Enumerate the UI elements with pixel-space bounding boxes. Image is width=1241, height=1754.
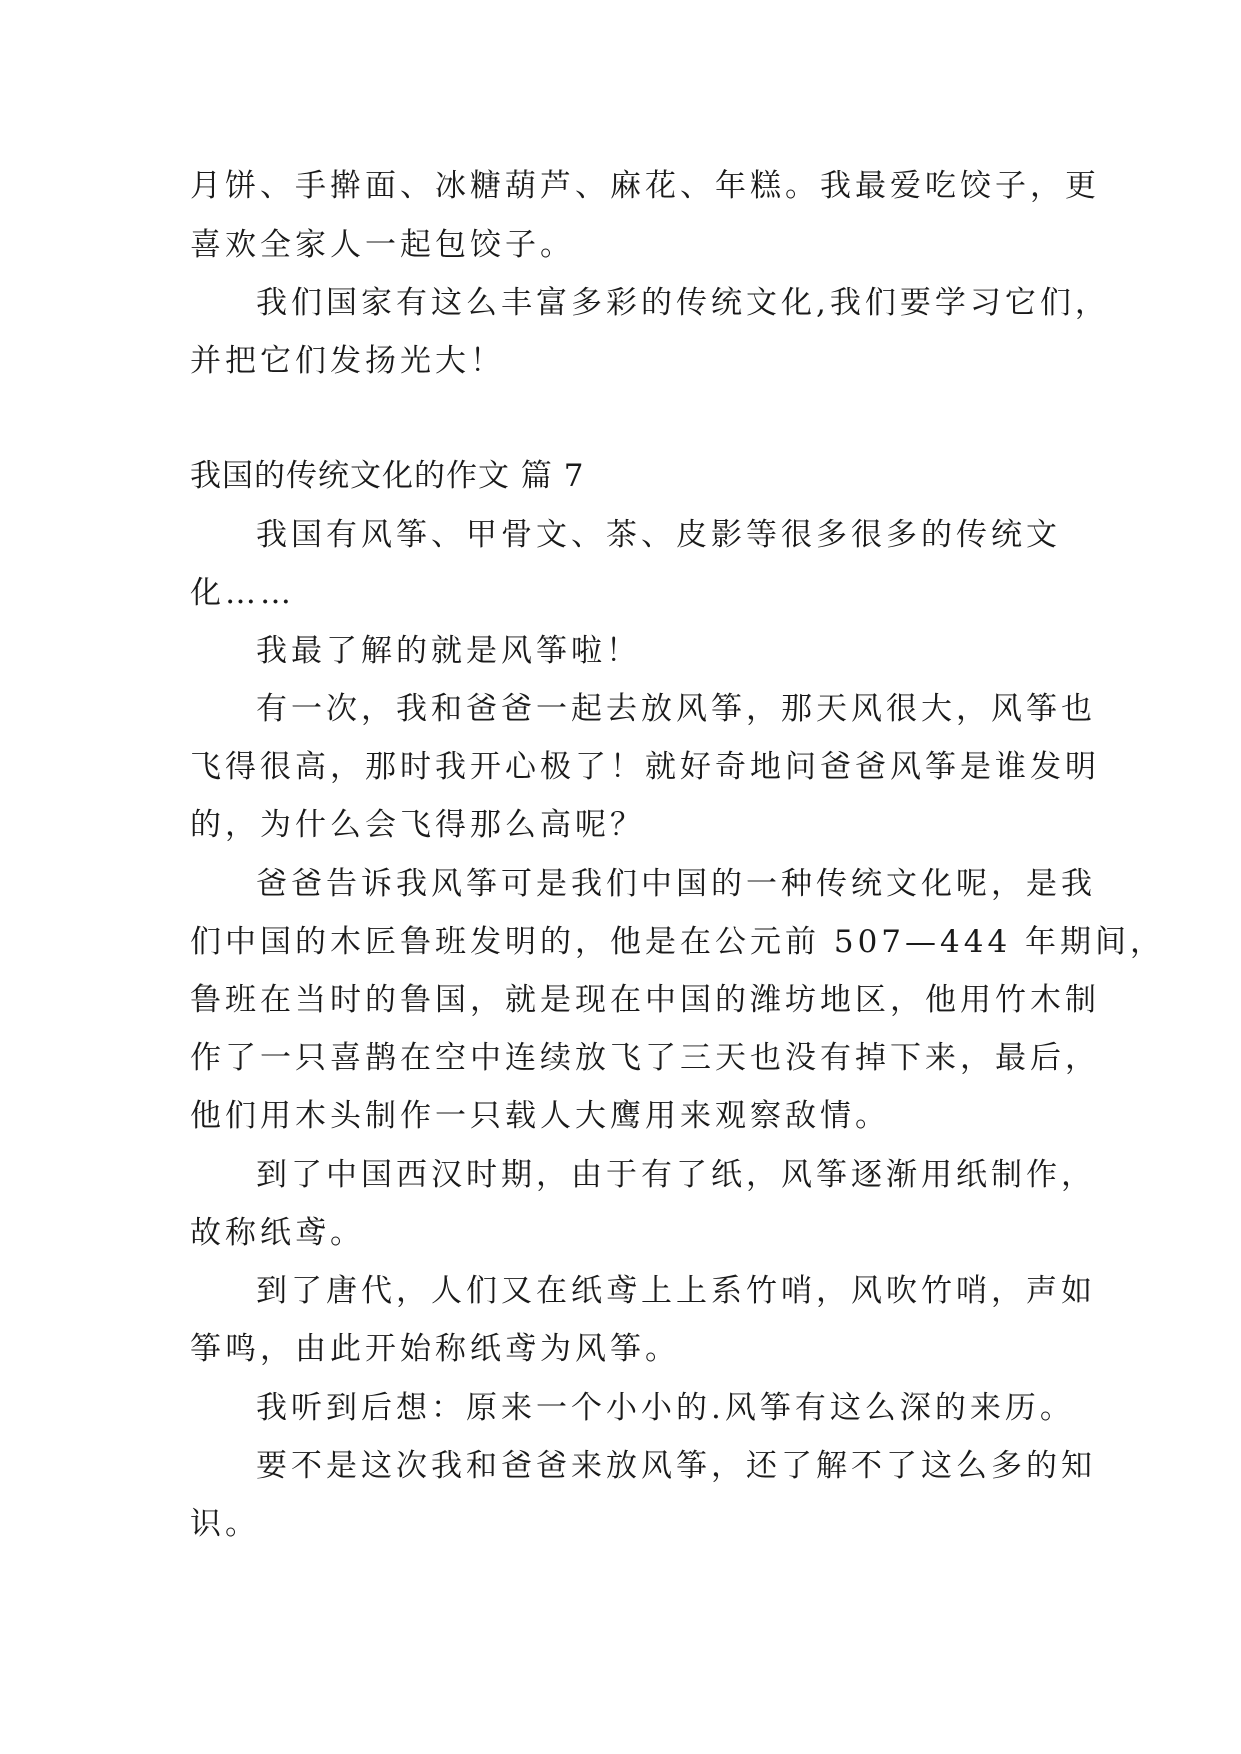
paragraph-line: 我国有风筝、甲骨文、茶、皮影等很多很多的传统文: [256, 517, 1061, 553]
paragraph-line: 我们国家有这么丰富多彩的传统文化,我们要学习它们，: [256, 285, 1110, 321]
paragraph-line: 并把它们发扬光大！: [190, 343, 505, 379]
paragraph-line: 的，为什么会飞得那么高呢？: [190, 807, 645, 843]
paragraph-line: 我最了解的就是风筝啦！: [256, 633, 641, 669]
paragraph-line: 筝鸣，由此开始称纸鸢为风筝。: [190, 1331, 680, 1367]
section-title: 我国的传统文化的作文 篇 7: [190, 458, 585, 494]
paragraph-line: 鲁班在当时的鲁国，就是现在中国的潍坊地区，他用竹木制: [190, 982, 1100, 1018]
paragraph-line: 故称纸鸢。: [190, 1215, 365, 1251]
paragraph-line: 爸爸告诉我风筝可是我们中国的一种传统文化呢，是我: [256, 866, 1096, 902]
paragraph-line: 飞得很高，那时我开心极了！就好奇地问爸爸风筝是谁发明: [190, 749, 1100, 785]
paragraph-line: 到了中国西汉时期，由于有了纸，风筝逐渐用纸制作，: [256, 1157, 1096, 1193]
paragraph-line: 要不是这次我和爸爸来放风筝，还了解不了这么多的知: [256, 1448, 1096, 1484]
paragraph-line: 作了一只喜鹊在空中连续放飞了三天也没有掉下来，最后，: [190, 1040, 1100, 1076]
paragraph-line: 化……: [190, 575, 295, 611]
paragraph-line: 识。: [190, 1506, 260, 1542]
paragraph-line: 喜欢全家人一起包饺子。: [190, 227, 575, 263]
paragraph-line: 我听到后想：原来一个小小的.风筝有这么深的来历。: [256, 1390, 1075, 1426]
paragraph-line: 月饼、手擀面、冰糖葫芦、麻花、年糕。我最爱吃饺子，更: [190, 168, 1100, 204]
paragraph-line: 他们用木头制作一只载人大鹰用来观察敌情。: [190, 1098, 890, 1134]
paragraph-line: 有一次，我和爸爸一起去放风筝，那天风很大，风筝也: [256, 691, 1096, 727]
paragraph-line: 们中国的木匠鲁班发明的，他是在公元前 507—444 年期间，: [190, 924, 1166, 960]
paragraph-line: 到了唐代，人们又在纸鸢上上系竹哨，风吹竹哨，声如: [256, 1273, 1096, 1309]
